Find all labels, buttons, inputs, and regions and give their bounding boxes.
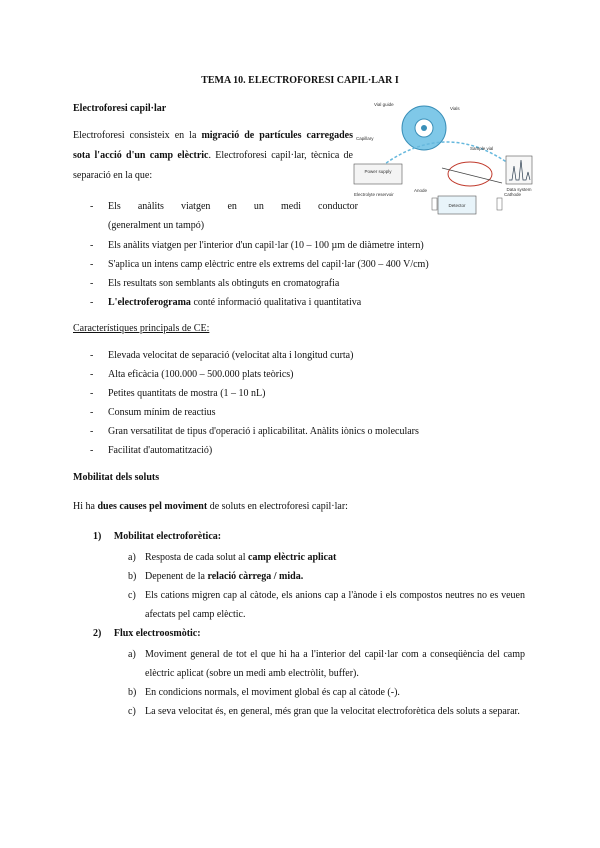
mobility-intro-2: de soluts en electroforesi capil·lar:: [207, 501, 348, 512]
sub-letter: b): [128, 687, 137, 698]
bullet-text-cont: (generalment un tampó): [108, 220, 205, 231]
sub-letter: a): [128, 552, 136, 563]
sub-bold: camp elèctric aplicat: [248, 552, 337, 563]
ce-diagram: [352, 98, 534, 218]
sub-text: La seva velocitat és, en general, més gran que la velocitat electroforètica dels soluts a separar.: [145, 706, 520, 717]
figure-label-cathode: Cathode: [504, 192, 522, 197]
sub-letter: c): [128, 590, 136, 601]
cathode-vial: [497, 198, 502, 210]
intro-paragraph: [73, 126, 353, 186]
bullet-text: Facilitat d'automatització): [108, 445, 213, 456]
intro-bold: migració de partícules carregades sota l'acció d'un camp elèctric: [73, 130, 353, 161]
item-title: Flux electroosmòtic:: [113, 628, 201, 639]
section-heading-ce: Electroforesi capil·lar: [73, 103, 167, 114]
figure-label-detector: Detector: [448, 203, 466, 208]
intro-text-1: Electroforesi consisteix en la: [73, 130, 202, 141]
item-number: 1): [93, 531, 102, 542]
bullet-text: conté informació qualitativa i quantitativa: [190, 297, 362, 308]
section-heading-characteristics: Característiques principals de CE:: [73, 323, 210, 334]
figure-label-capillary: Capillary: [356, 136, 374, 141]
sub-text: Els cations migren cap al càtode, els anions cap a l'ànode i els compostos neutres no es veuen afectats pel camp elèctic.: [145, 590, 525, 620]
bullet-text: Gran versatilitat de tipus d'operació i aplicabilitat. Anàlits iònics o moleculars: [108, 426, 419, 437]
item-number: 2): [93, 628, 102, 639]
anode-vial: [432, 198, 437, 210]
bullet-bold: L'electroferograma: [108, 297, 191, 308]
carousel-center: [421, 125, 427, 131]
intro-text-2: . Electroforesi capil·lar, tècnica de separació en la que:: [73, 150, 353, 181]
bullet-text: Els resultats son semblants als obtinguts en cromatografia: [108, 278, 340, 289]
figure-label-vials: Vials: [450, 106, 460, 111]
sub-text: Resposta de cada solut al: [145, 552, 249, 563]
bullet-text: S'aplica un intens camp elèctric entre els extrems del capil·lar (300 – 400 V/cm): [108, 259, 429, 270]
figure-label-samplevial: Sample vial: [470, 146, 494, 151]
bullet-text: Els anàlits viatgen per l'interior d'un capil·lar (10 – 100 µm de diàmetre intern): [108, 240, 424, 251]
sub-text: En condicions normals, el moviment global és cap al càtode (-).: [145, 687, 400, 698]
sub-bold: relació càrrega / mida.: [207, 571, 304, 582]
detector-ring: [448, 162, 492, 186]
sub-text: Moviment general de tot el que hi ha a l'interior del capil·lar com a conseqüència del camp elèctric aplicat (sobre un medi amb electròlit, buffer).: [145, 649, 525, 679]
sub-text: Depenent de la: [145, 571, 208, 582]
bullet-text: Elevada velocitat de separació (velocitat alta i longitud curta): [108, 350, 354, 361]
power-supply-box: [354, 164, 402, 184]
numbered-item-2: [93, 627, 201, 641]
sub-letter: a): [128, 649, 136, 660]
ce-instrument-figure: [352, 98, 534, 218]
mobility-intro: [73, 500, 348, 514]
figure-label-data: Data system: [506, 187, 532, 192]
item-title: Mobilitat electroforètica:: [113, 531, 222, 542]
mobility-intro-bold: dues causes pel moviment: [97, 501, 208, 512]
numbered-item-1: [93, 530, 221, 544]
page-title: TEMA 10. ELECTROFORESI CAPIL·LAR I: [201, 75, 399, 86]
sub-letter: c): [128, 706, 136, 717]
figure-label-vialguide: Vial guide: [374, 102, 394, 107]
section-heading-mobility: Mobilitat dels soluts: [73, 472, 160, 483]
figure-label-reservoir: Electrolyte reservoir: [354, 192, 394, 197]
bullet-text: Els anàlits viatgen en un medi conductor: [108, 201, 358, 212]
figure-label-power: Power supply: [364, 169, 392, 174]
bullet-text: Petites quantitats de mostra (1 – 10 nL): [108, 388, 266, 399]
mobility-intro-1: Hi ha: [73, 501, 98, 512]
bullet-text: Consum mínim de reactius: [108, 407, 216, 418]
figure-label-anode: Anode: [414, 188, 428, 193]
sub-letter: b): [128, 571, 137, 582]
bullet-text: Alta eficàcia (100.000 – 500.000 plats teòrics): [108, 369, 294, 380]
